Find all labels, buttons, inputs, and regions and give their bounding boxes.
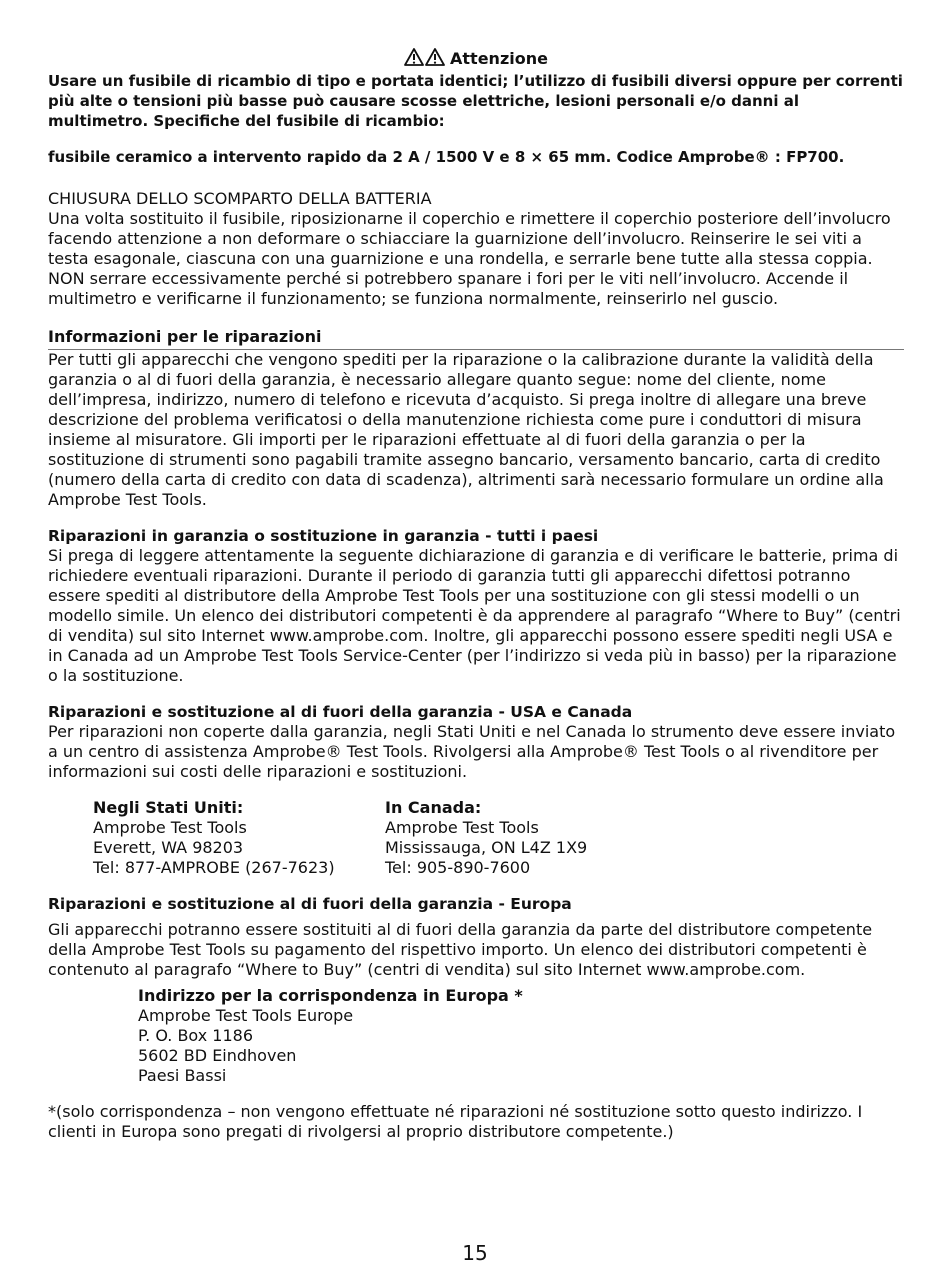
battery-closure-text: Una volta sostituito il fusibile, riposizionarne il coperchio e rimettere il coperchio posteriore dell’involucro facendo attenzione a non deformare o schiacciare la guarnizione dell’involucro. Reinserire le sei viti a testa esagonale, ciascuna con una guarnizione e una rondella, e serrarle bene tutte alla stessa coppia. NON serrare eccessivamente perché si potrebbero spanare i fori per le viti nell’involucro. Accende il multimetro e verificarne il funzionamento; se funziona normalmente, reinserirlo nel guscio. [48,209,891,308]
repairs-text: Per tutti gli apparecchi che vengono spediti per la riparazione o la calibrazione durante la validità della garanzia o al di fuori della garanzia, è necessario allegare quanto segue: nome del cliente, nome dell’impresa, indirizzo, numero di telefono e ricevuta d’acquisto. Si prega inoltre di allegare una breve descrizione del problema verificatosi o della manutenzione richiesta come pure i conduttori di misura insieme al misuratore. Gli importi per le riparazioni effettuate al di fuori della garanzia o per la sostituzione di strumenti sono pagabili tramite assegno bancario, versamento bancario, carta di credito (numero della carta di credito con data di scadenza), altrimenti sarà necessario formulare un ordine alla Amprobe Test Tools. [48,350,884,509]
usa-address-heading: Negli Stati Uniti: [93,798,244,817]
europe-text: Gli apparecchi potranno essere sostituiti al di fuori della garanzia da parte del distributore competente della Amprobe Test Tools su pagamento del rispettivo importo. Un elenco dei distributori competenti è contenuto al paragrafo “Where to Buy” (centri di vendita) sul sito Internet www.amprobe.com. [48,920,873,979]
europe-footnote: *(solo corrispondenza – non vengono effettuate né riparazioni né sostituzione sotto questo indirizzo. I clienti in Europa sono pregati di rivolgersi al proprio distributore competente.) [48,1102,863,1141]
address-line: P. O. Box 1186 [138,1026,253,1045]
warning-heading [48,48,904,71]
usa-canada-text: Per riparazioni non coperte dalla garanzia, negli Stati Uniti e nel Canada lo strumento deve essere inviato a un centro di assistenza Amprobe® Test Tools. Rivolgersi alla Amprobe® Test Tools o al rivenditore per informazioni sui costi delle riparazioni e sostituzioni. [48,722,896,781]
battery-closure-heading: CHIUSURA DELLO SCOMPARTO DELLA BATTERIA [48,189,432,208]
warning-triangle-icon [404,48,446,66]
europe-address-heading: Indirizzo per la corrispondenza in Europa * [138,986,523,1005]
service-addresses [93,798,904,878]
europe-title: Riparazioni e sostituzione al di fuori della garanzia - Europa [48,895,572,913]
address-line: Tel: 877-AMPROBE (267-7623) [93,858,335,877]
address-line: Tel: 905-890-7600 [385,858,531,877]
warranty-repairs-text: Si prega di leggere attentamente la seguente dichiarazione di garanzia e di verificare le batterie, prima di richiedere eventuali riparazioni. Durante il periodo di garanzia tutti gli apparecchi difettosi potranno essere spediti al distributore della Amprobe Test Tools per una sostituzione con gli stessi modelli o un modello simile. Un elenco dei distributori competenti è da apprendere al paragrafo “Where to Buy” (centri di vendita) sul sito Internet www.amprobe.com. Inoltre, gli apparecchi possono essere spediti negli USA e in Canada ad un Amprobe Test Tools Service-Center (per l’indirizzo si veda più in basso) per la riparazione o la sostituzione. [48,546,901,685]
usa-canada-title: Riparazioni e sostituzione al di fuori della garanzia - USA e Canada [48,703,633,721]
warning-icons [404,48,446,71]
address-line: Amprobe Test Tools Europe [138,1006,354,1025]
canada-address-heading: In Canada: [385,798,482,817]
address-line: 5602 BD Eindhoven [138,1046,297,1065]
repairs-section-title: Informazioni per le riparazioni [48,327,322,346]
address-line: Amprobe Test Tools [385,818,539,837]
address-line: Everett, WA 98203 [93,838,244,857]
europe-address [138,986,904,1086]
address-line: Paesi Bassi [138,1066,227,1085]
fuse-specification: fusibile ceramico a intervento rapido da 2 A / 1500 V e 8 × 65 mm. Codice Amprobe® : FP700. [48,148,845,166]
manual-page [48,48,904,1142]
address-line: Amprobe Test Tools [93,818,247,837]
usa-address [93,798,385,878]
warning-title: Attenzione [450,49,548,68]
address-line: Mississauga, ON L4Z 1X9 [385,838,588,857]
warranty-repairs-title: Riparazioni in garanzia o sostituzione in garanzia - tutti i paesi [48,527,599,545]
warning-text: Usare un fusibile di ricambio di tipo e portata identici; l’utilizzo di fusibili diversi oppure per correnti più alte o tensioni più basse può causare scosse elettriche, lesioni personali e/o danni al multimetro. Specifiche del fusibile di ricambio: [48,72,903,130]
canada-address [385,798,677,878]
page-number: 15 [462,1241,488,1265]
